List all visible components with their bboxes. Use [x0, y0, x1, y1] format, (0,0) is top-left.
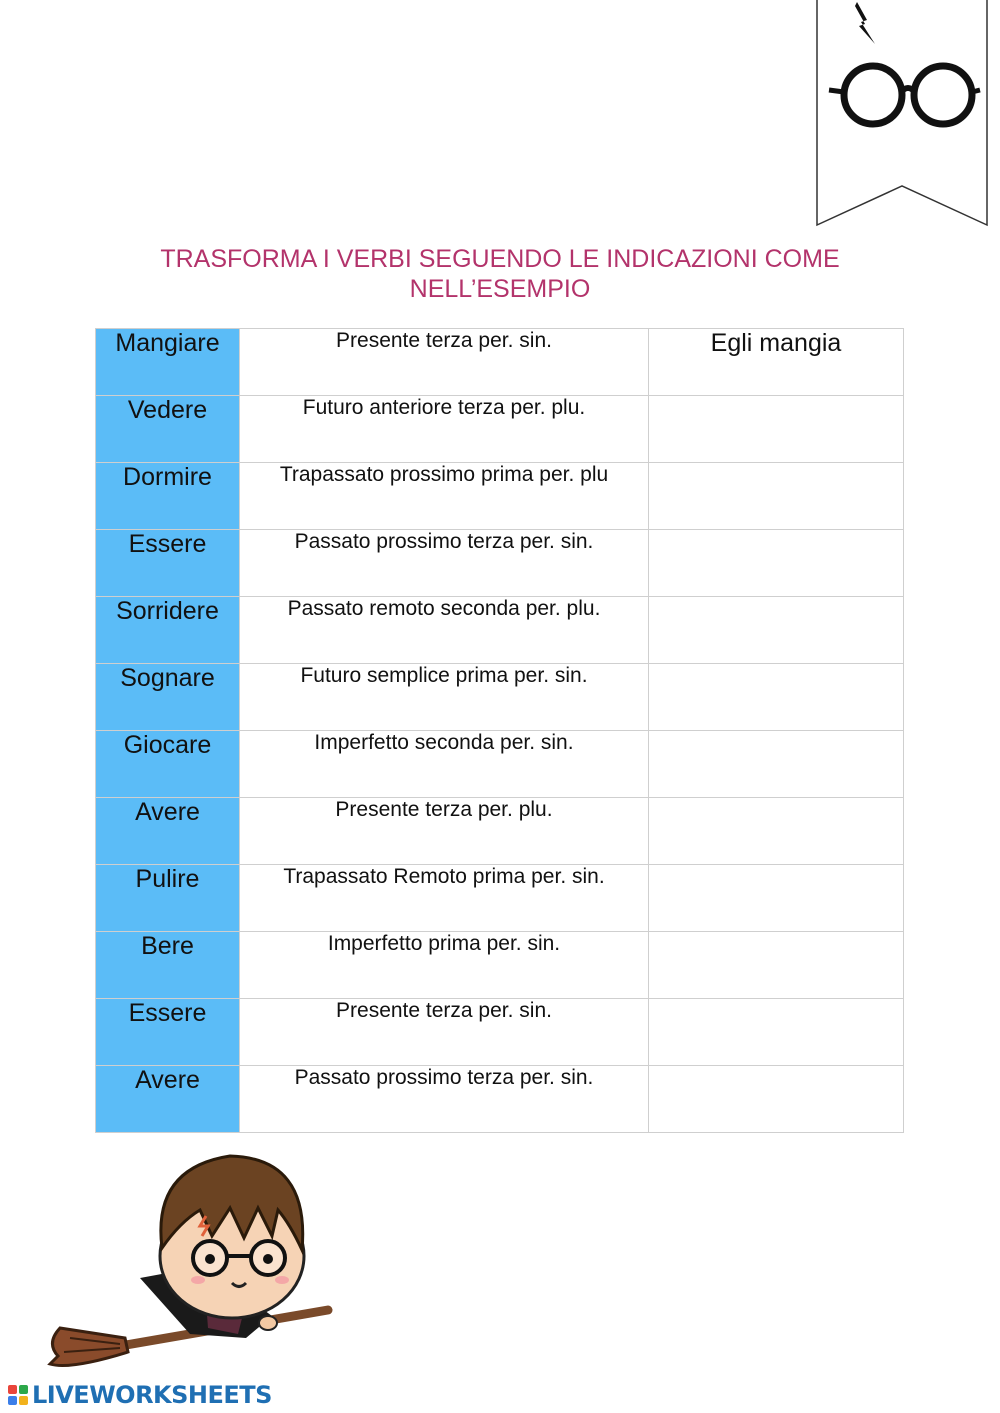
tense-cell: Trapassato Remoto prima per. sin.: [240, 865, 649, 932]
tense-cell: Passato remoto seconda per. plu.: [240, 597, 649, 664]
tense-cell: Futuro anteriore terza per. plu.: [240, 396, 649, 463]
tense-cell: Presente terza per. sin.: [240, 329, 649, 396]
answer-cell[interactable]: [649, 463, 904, 530]
answer-cell[interactable]: [649, 664, 904, 731]
title-line-2: NELL’ESEMPIO: [409, 275, 591, 303]
page-title: [100, 244, 900, 304]
answer-cell[interactable]: [649, 731, 904, 798]
verb-cell: Giocare: [96, 731, 240, 798]
logo-mark-icon: [8, 1385, 28, 1405]
verb-cell: Bere: [96, 932, 240, 999]
table-row: [96, 463, 904, 530]
table-row: [96, 999, 904, 1066]
table-row: [96, 396, 904, 463]
verb-cell: Essere: [96, 999, 240, 1066]
verb-cell: Essere: [96, 530, 240, 597]
wizard-on-broom-illustration: [40, 1138, 340, 1383]
answer-cell[interactable]: Egli mangia: [649, 329, 904, 396]
answer-cell[interactable]: [649, 932, 904, 999]
tense-cell: Futuro semplice prima per. sin.: [240, 664, 649, 731]
table-row: [96, 798, 904, 865]
table-row: [96, 1066, 904, 1133]
tense-cell: Trapassato prossimo prima per. plu: [240, 463, 649, 530]
answer-cell[interactable]: [649, 597, 904, 664]
verb-table: [95, 328, 904, 1133]
table-row: [96, 731, 904, 798]
table-row: [96, 932, 904, 999]
logo-text: LIVEWORKSHEETS: [32, 1381, 272, 1409]
answer-cell[interactable]: [649, 865, 904, 932]
answer-cell[interactable]: [649, 396, 904, 463]
verb-cell: Avere: [96, 1066, 240, 1133]
table-row: [96, 865, 904, 932]
tense-cell: Passato prossimo terza per. sin.: [240, 1066, 649, 1133]
tense-cell: Passato prossimo terza per. sin.: [240, 530, 649, 597]
answer-cell[interactable]: [649, 999, 904, 1066]
verb-cell: Vedere: [96, 396, 240, 463]
answer-cell[interactable]: [649, 1066, 904, 1133]
verb-cell: Sognare: [96, 664, 240, 731]
table-row: [96, 597, 904, 664]
verb-cell: Pulire: [96, 865, 240, 932]
verb-cell: Sorridere: [96, 597, 240, 664]
title-line-1: TRASFORMA I VERBI SEGUENDO LE INDICAZIONI COME: [160, 245, 840, 273]
glasses-lightning-banner-icon: [815, 0, 990, 228]
tense-cell: Presente terza per. sin.: [240, 999, 649, 1066]
tense-cell: Imperfetto prima per. sin.: [240, 932, 649, 999]
tense-cell: Presente terza per. plu.: [240, 798, 649, 865]
verb-cell: Dormire: [96, 463, 240, 530]
table-row: [96, 530, 904, 597]
answer-cell[interactable]: [649, 798, 904, 865]
liveworksheets-logo: [8, 1381, 272, 1409]
answer-cell[interactable]: [649, 530, 904, 597]
table-row: [96, 664, 904, 731]
verb-cell: Mangiare: [96, 329, 240, 396]
table-row: [96, 329, 904, 396]
verb-cell: Avere: [96, 798, 240, 865]
tense-cell: Imperfetto seconda per. sin.: [240, 731, 649, 798]
